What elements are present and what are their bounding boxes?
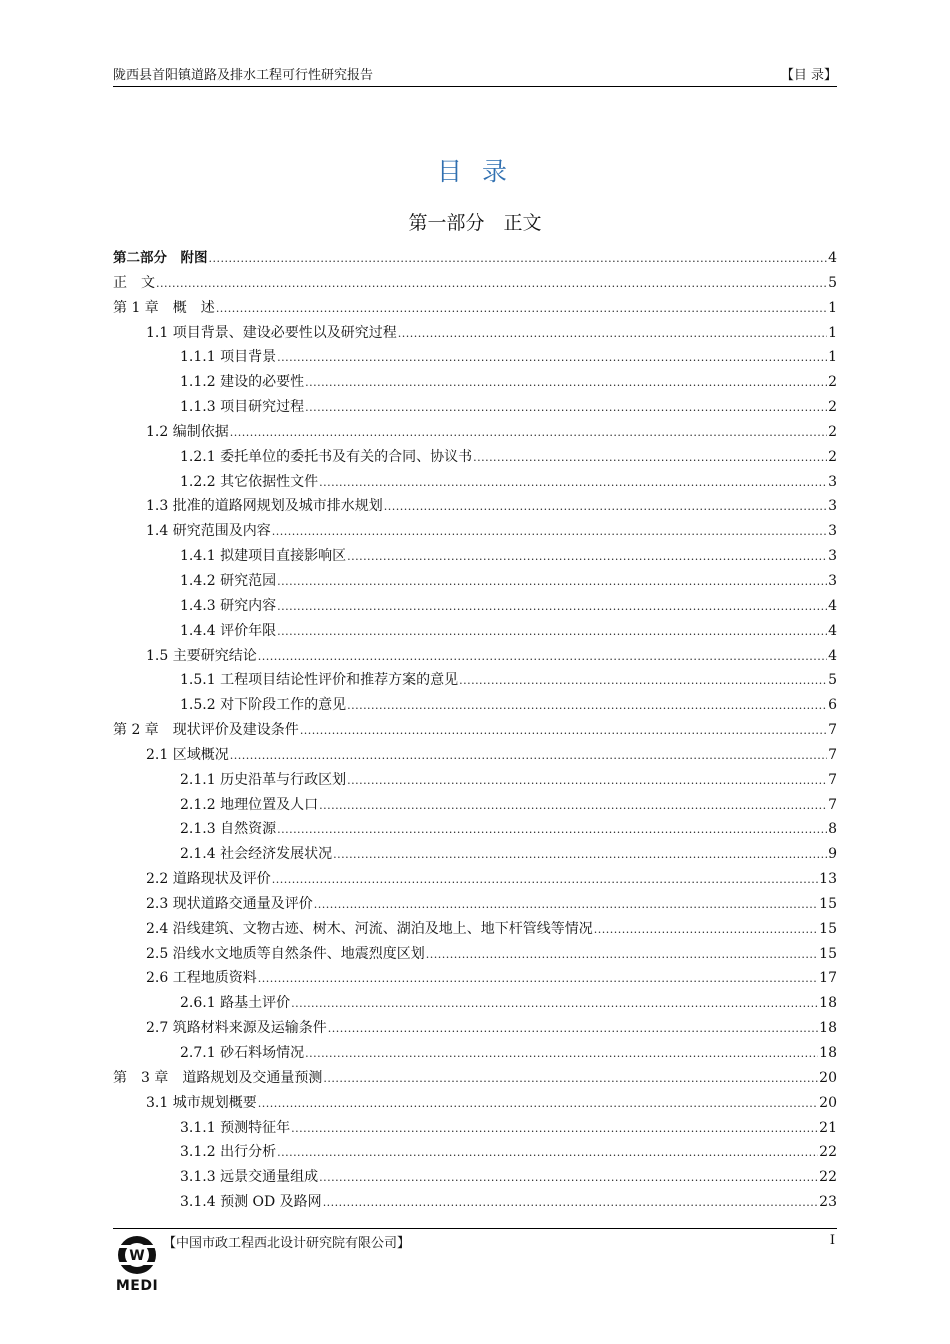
toc-entry-page: 3 xyxy=(828,473,837,490)
toc-leader-dots xyxy=(156,272,827,297)
page-title: 目 录 xyxy=(437,157,513,186)
toc-entry-page: 13 xyxy=(819,871,837,888)
toc-entry-page: 5 xyxy=(828,672,837,689)
toc-entry-label: 1.2 编制依据 xyxy=(146,423,229,440)
toc-entry-page: 6 xyxy=(828,697,837,714)
toc-entry-page: 4 xyxy=(828,597,837,614)
toc-entry[interactable] xyxy=(113,1190,837,1215)
toc-entry-page: 22 xyxy=(819,1169,837,1186)
toc-entry-page: 21 xyxy=(819,1119,837,1136)
toc-entry-label: 1.5.1 工程项目结论性评价和推荐方案的意见 xyxy=(180,672,459,689)
toc-leader-dots xyxy=(384,495,827,520)
toc-entry[interactable] xyxy=(113,966,837,991)
toc-entry-page: 17 xyxy=(819,970,837,987)
toc-entry-label: 2.5 沿线水文地质等自然条件、地震烈度区划 xyxy=(146,945,425,962)
toc-entry-label: 3.1.1 预测特征年 xyxy=(180,1119,291,1136)
toc-entry-page: 7 xyxy=(828,796,837,813)
toc-entry-page: 18 xyxy=(819,1045,837,1061)
toc-entry-page: 7 xyxy=(828,722,837,739)
toc-entry-page: 22 xyxy=(819,1144,837,1161)
toc-entry-page: 3 xyxy=(828,548,837,565)
toc-leader-dots xyxy=(277,1141,818,1166)
toc-leader-dots xyxy=(319,794,827,819)
toc-entry-label: 1.1.2 建设的必要性 xyxy=(180,374,305,391)
toc-entry-label: 1.1.1 项目背景 xyxy=(180,349,277,366)
toc-entry-label: 正 文 xyxy=(113,274,155,291)
toc-leader-dots xyxy=(277,818,827,843)
toc-entry[interactable] xyxy=(113,296,837,321)
toc-entry[interactable] xyxy=(113,345,837,370)
toc-entry-label: 1.5.2 对下阶段工作的意见 xyxy=(180,697,347,714)
toc-leader-dots xyxy=(314,893,818,918)
logo-text: MEDI xyxy=(115,1278,159,1294)
toc-entry[interactable] xyxy=(113,1091,837,1116)
toc-entry[interactable] xyxy=(113,1116,837,1141)
toc-leader-dots xyxy=(426,943,818,968)
toc-entry-label: 3.1.3 远景交通量组成 xyxy=(180,1169,319,1186)
table-of-contents xyxy=(113,246,837,1215)
toc-entry-label: 2.1.2 地理位置及人口 xyxy=(180,796,319,813)
toc-entry-page: 3 xyxy=(828,523,837,540)
toc-entry-label: 1.4.4 评价年限 xyxy=(180,622,277,639)
part-title: 第一部分 正文 xyxy=(408,212,542,234)
toc-leader-dots xyxy=(300,719,827,744)
toc-entry-page: 4 xyxy=(828,647,837,664)
logo-letter: W xyxy=(129,1248,145,1264)
toc-leader-dots xyxy=(277,620,827,645)
toc-entry[interactable] xyxy=(113,768,837,793)
toc-entry-page: 2 xyxy=(828,399,837,416)
toc-entry-page: 18 xyxy=(819,1020,837,1037)
toc-entry[interactable] xyxy=(113,321,837,346)
toc-entry[interactable] xyxy=(113,519,837,544)
toc-entry-page: 7 xyxy=(828,746,837,763)
toc-entry-label: 2.7.1 砂石料场情况 xyxy=(180,1045,305,1061)
toc-leader-dots xyxy=(323,1191,818,1216)
toc-leader-dots xyxy=(333,843,827,868)
toc-entry-label: 1.4 研究范围及内容 xyxy=(146,523,271,540)
toc-entry[interactable] xyxy=(113,743,837,768)
toc-entry[interactable] xyxy=(113,817,837,842)
toc-entry[interactable] xyxy=(113,1165,837,1190)
toc-leader-dots xyxy=(230,744,827,769)
toc-leader-dots xyxy=(258,1092,818,1117)
toc-entry-label: 3.1 城市规划概要 xyxy=(146,1094,257,1111)
toc-entry[interactable] xyxy=(113,793,837,818)
toc-leader-dots xyxy=(473,446,827,471)
toc-entry-label: 第 3 章 道路规划及交通量预测 xyxy=(113,1069,323,1086)
toc-leader-dots xyxy=(230,421,827,446)
toc-leader-dots xyxy=(291,992,818,1017)
toc-leader-dots xyxy=(305,396,827,421)
page-header xyxy=(113,66,837,87)
toc-entry[interactable] xyxy=(113,494,837,519)
toc-leader-dots xyxy=(319,471,827,496)
toc-entry-label: 1.5 主要研究结论 xyxy=(146,647,257,664)
company-name: 【中国市政工程西北设计研究院有限公司】 xyxy=(163,1236,411,1251)
toc-entry-page: 1 xyxy=(828,349,837,366)
toc-entry[interactable] xyxy=(113,1016,837,1041)
toc-entry-label: 第 2 章 现状评价及建设条件 xyxy=(113,722,299,739)
toc-entry-page: 15 xyxy=(819,920,837,937)
toc-entry[interactable] xyxy=(113,718,837,743)
toc-entry[interactable] xyxy=(113,370,837,395)
section-tag: 【目 录】 xyxy=(780,68,837,83)
toc-entry-page: 4 xyxy=(828,250,837,266)
toc-entry[interactable] xyxy=(113,619,837,644)
toc-leader-dots xyxy=(328,1017,818,1042)
toc-entry[interactable] xyxy=(113,544,837,569)
toc-entry-page: 18 xyxy=(819,995,837,1012)
toc-entry[interactable] xyxy=(113,892,837,917)
toc-entry-label: 1.3 批准的道路网规划及城市排水规划 xyxy=(146,498,383,515)
toc-entry-page: 2 xyxy=(828,374,837,391)
toc-entry-label: 2.7 筑路材料来源及运输条件 xyxy=(146,1020,327,1037)
toc-entry[interactable] xyxy=(113,842,837,867)
toc-entry[interactable] xyxy=(113,594,837,619)
toc-leader-dots xyxy=(305,1042,818,1067)
toc-entry-label: 1.1.3 项目研究过程 xyxy=(180,399,305,416)
toc-leader-dots xyxy=(216,297,827,322)
toc-leader-dots xyxy=(305,371,827,396)
toc-entry-page: 15 xyxy=(819,945,837,962)
toc-entry-label: 2.1.3 自然资源 xyxy=(180,821,277,838)
toc-entry-label: 3.1.2 出行分析 xyxy=(180,1144,277,1161)
toc-entry[interactable] xyxy=(113,395,837,420)
toc-entry[interactable] xyxy=(113,569,837,594)
toc-entry-page: 20 xyxy=(819,1069,837,1086)
toc-entry-page: 9 xyxy=(828,846,837,863)
toc-entry-label: 1.2.1 委托单位的委托书及有关的合同、协议书 xyxy=(180,448,473,465)
toc-leader-dots xyxy=(272,520,827,545)
toc-entry-label: 第二部分 附图 xyxy=(113,250,208,266)
toc-leader-dots xyxy=(258,645,827,670)
toc-entry[interactable] xyxy=(113,1140,837,1165)
toc-entry-label: 2.1.1 历史沿革与行政区划 xyxy=(180,771,347,788)
toc-entry-page: 20 xyxy=(819,1094,837,1111)
toc-leader-dots xyxy=(347,545,827,570)
toc-entry-page: 1 xyxy=(828,299,837,316)
toc-leader-dots xyxy=(277,595,827,620)
toc-entry-label: 1.4.2 研究范园 xyxy=(180,572,277,589)
toc-entry-page: 8 xyxy=(828,821,837,838)
toc-entry[interactable] xyxy=(113,420,837,445)
toc-entry-label: 1.1 项目背景、建设必要性以及研究过程 xyxy=(146,324,397,341)
toc-entry[interactable] xyxy=(113,942,837,967)
toc-leader-dots xyxy=(398,322,827,347)
toc-leader-dots xyxy=(277,346,827,371)
toc-leader-dots xyxy=(459,669,827,694)
toc-leader-dots xyxy=(347,694,827,719)
toc-entry-page: 7 xyxy=(828,771,837,788)
toc-leader-dots xyxy=(258,967,818,992)
toc-entry[interactable] xyxy=(113,1041,837,1066)
toc-entry-label: 2.1.4 社会经济发展状况 xyxy=(180,846,333,863)
toc-entry-page: 2 xyxy=(828,448,837,465)
toc-entry-label: 1.4.3 研究内容 xyxy=(180,597,277,614)
toc-leader-dots xyxy=(594,918,818,943)
toc-entry[interactable] xyxy=(113,246,837,271)
toc-entry-page: 4 xyxy=(828,622,837,639)
toc-entry[interactable] xyxy=(113,470,837,495)
toc-entry-page: 3 xyxy=(828,498,837,515)
toc-entry-page: 5 xyxy=(828,274,837,291)
toc-entry-page: 3 xyxy=(828,572,837,589)
toc-entry-label: 2.3 现状道路交通量及评价 xyxy=(146,895,313,912)
toc-leader-dots xyxy=(291,1117,818,1142)
toc-leader-dots xyxy=(277,570,827,595)
toc-entry[interactable] xyxy=(113,445,837,470)
document-title: 陇西县首阳镇道路及排水工程可行性研究报告 xyxy=(113,68,374,83)
toc-entry-label: 2.6 工程地质资料 xyxy=(146,970,257,987)
toc-entry-page: 15 xyxy=(819,895,837,912)
toc-entry[interactable] xyxy=(113,917,837,942)
toc-entry[interactable] xyxy=(113,991,837,1016)
toc-entry-label: 第 1 章 概 述 xyxy=(113,299,215,316)
toc-entry-page: 1 xyxy=(828,324,837,341)
toc-entry[interactable] xyxy=(113,668,837,693)
toc-entry-label: 2.1 区域概况 xyxy=(146,746,229,763)
toc-entry-page: 2 xyxy=(828,423,837,440)
toc-entry[interactable] xyxy=(113,1066,837,1091)
toc-entry-label: 2.6.1 路基土评价 xyxy=(180,995,291,1012)
toc-entry[interactable] xyxy=(113,644,837,669)
toc-leader-dots xyxy=(209,247,828,272)
toc-entry-label: 3.1.4 预测 OD 及路网 xyxy=(180,1194,322,1211)
toc-entry-page: 23 xyxy=(819,1194,837,1211)
toc-entry[interactable] xyxy=(113,867,837,892)
toc-entry-label: 1.2.2 其它依据性文件 xyxy=(180,473,319,490)
toc-leader-dots xyxy=(272,868,818,893)
toc-leader-dots xyxy=(347,769,827,794)
toc-leader-dots xyxy=(319,1166,818,1191)
toc-entry-label: 1.4.1 拟建项目直接影响区 xyxy=(180,548,347,565)
toc-entry-label: 2.4 沿线建筑、文物古迹、树木、河流、湖泊及地上、地下杆管线等情况 xyxy=(146,920,593,937)
toc-entry[interactable] xyxy=(113,271,837,296)
toc-leader-dots xyxy=(323,1067,818,1092)
page-number: I xyxy=(829,1233,835,1248)
page-footer xyxy=(113,1228,837,1249)
toc-entry-label: 2.2 道路现状及评价 xyxy=(146,871,271,888)
toc-entry[interactable] xyxy=(113,693,837,718)
